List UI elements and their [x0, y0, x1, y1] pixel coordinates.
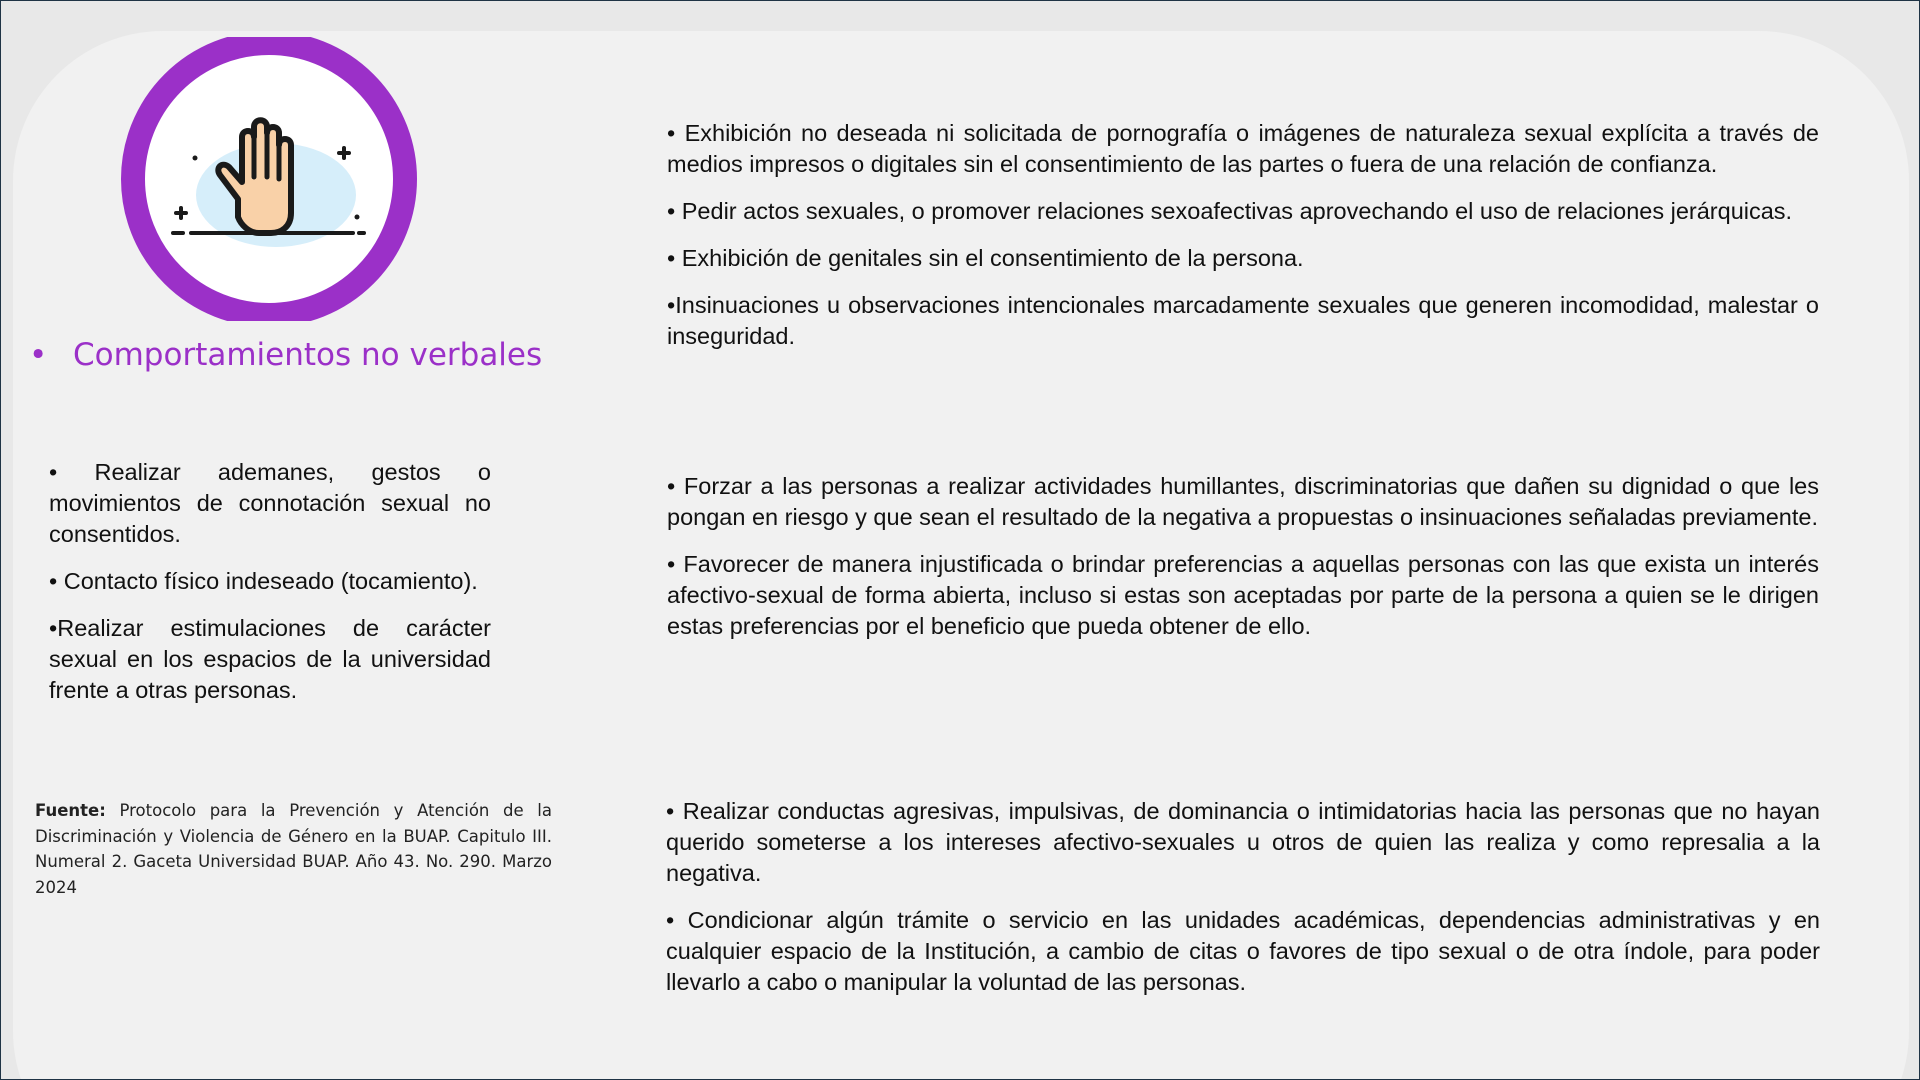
list-item: • Realizar ademanes, gestos o movimientos de connotación sexual no consentidos.	[49, 459, 491, 547]
behavior-group-3	[666, 796, 1820, 1014]
section-heading	[29, 337, 542, 373]
source-label: Fuente:	[35, 801, 106, 820]
list-item: • Exhibición no deseada ni solicitada de pornografía o imágenes de naturaleza sexual explícita a través de medios impresos o digitales sin el consentimiento de las partes o fuera de una relación de confianza.	[667, 120, 1819, 177]
left-behavior-list	[49, 457, 491, 722]
list-item: •Realizar estimulaciones de carácter sexual en los espacios de la universidad frente a otras personas.	[49, 615, 491, 703]
list-item: •Insinuaciones u observaciones intencionales marcadamente sexuales que generen incomodidad, malestar o inseguridad.	[667, 292, 1819, 349]
list-item: • Pedir actos sexuales, o promover relaciones sexoafectivas aprovechando el uso de relaciones jerárquicas.	[667, 198, 1793, 224]
raised-hand-icon	[121, 37, 417, 321]
slide	[1, 1, 1919, 1079]
list-item: • Exhibición de genitales sin el consentimiento de la persona.	[667, 245, 1304, 271]
heading-bullet: •	[29, 337, 48, 373]
list-item: • Condicionar algún trámite o servicio en las unidades académicas, dependencias administrativas y en cualquier espacio de la Institución, a cambio de citas o favores de tipo sexual o de otra índole, para poder llevarlo a cabo o manipular la voluntad de las personas.	[666, 907, 1820, 995]
behavior-group-1	[667, 118, 1819, 368]
list-item: • Contacto físico indeseado (tocamiento).	[49, 568, 478, 594]
list-item: • Favorecer de manera injustificada o brindar preferencias a aquellas personas con las que exista un interés afectivo-sexual de forma abierta, incluso si estas son aceptadas por parte de la persona a quien se le dirigen estas preferencias por el beneficio que pueda obtener de ello.	[667, 551, 1819, 639]
behavior-group-2	[667, 471, 1819, 658]
list-item: • Forzar a las personas a realizar actividades humillantes, discriminatorias que dañen su dignidad o que les pongan en riesgo y que sean el resultado de la negativa a propuestas o insinuaciones señaladas previamente.	[667, 473, 1819, 530]
list-item: • Realizar conductas agresivas, impulsivas, de dominancia o intimidatorias hacia las personas que no hayan querido someterse a los intereses afectivo-sexuales u otros de quien las realiza y como represalia a la negativa.	[666, 798, 1820, 886]
source-text: Protocolo para la Prevención y Atención de la Discriminación y Violencia de Género en la BUAP. Capitulo III. Numeral 2. Gaceta Universidad BUAP. Año 43. No. 290. Marzo 2024	[35, 801, 552, 897]
source-citation	[35, 798, 552, 900]
heading-title: Comportamientos no verbales	[73, 337, 543, 373]
